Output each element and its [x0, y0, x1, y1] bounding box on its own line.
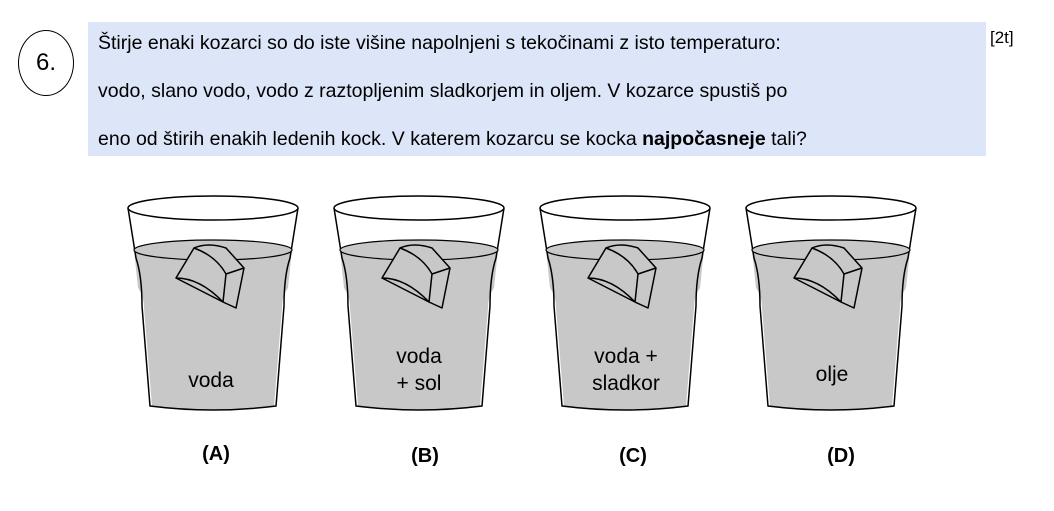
option-c: (C): [619, 445, 647, 467]
question-line-3-start: eno od štirih enakih ledenih kock. V katerem kozarcu se kocka: [98, 128, 643, 150]
glass-a-label: voda: [188, 369, 234, 392]
question-number: 6.: [35, 49, 56, 76]
question-line-3-end: tali?: [765, 128, 807, 150]
option-b: (B): [411, 445, 439, 467]
glass-c-label-line-2: sladkor: [592, 372, 660, 395]
glass-b-label-line-2: + sol: [396, 372, 442, 395]
option-a: (A): [202, 443, 230, 465]
question-emphasis: najpočasneje: [642, 128, 766, 150]
question-line-1: Štirje enaki kozarci so do iste višine napolnjeni s tekočinami z isto temperaturo:: [98, 32, 781, 54]
glass-b-label-line-1: voda: [396, 345, 442, 368]
points-label: [2t]: [990, 28, 1014, 47]
glass-c-label-line-1: voda +: [594, 345, 658, 368]
question-line-2: vodo, slano vodo, vodo z raztopljenim sladkorjem in oljem. V kozarce spustiš po: [98, 80, 788, 102]
glass-d-label: olje: [815, 363, 849, 386]
option-d: (D): [827, 445, 855, 467]
